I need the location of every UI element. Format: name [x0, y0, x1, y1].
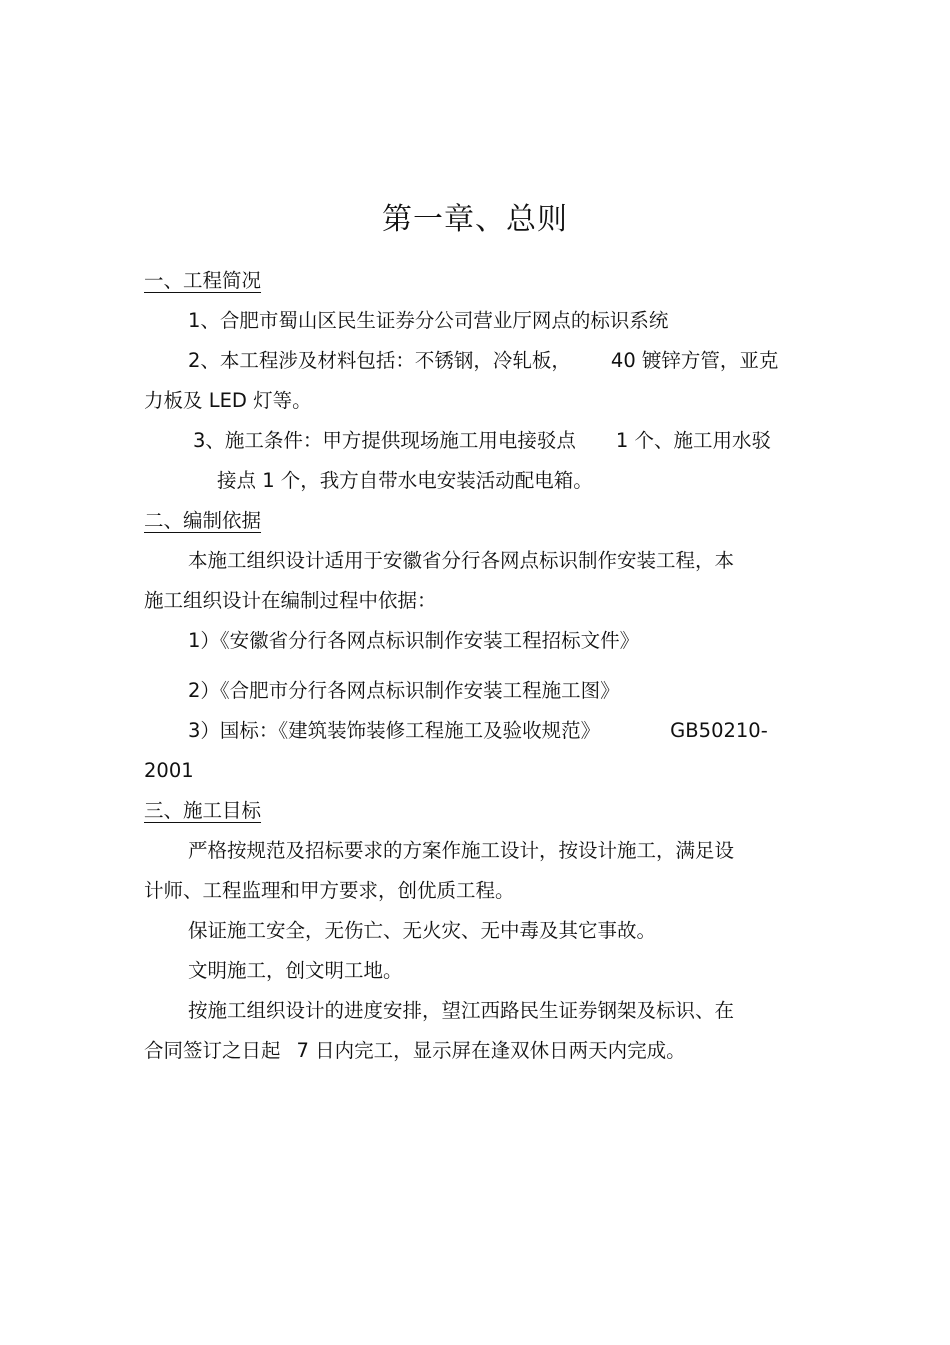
overview-item-3-continued: 接点 1 个，我方自带水电安装活动配电箱。 — [217, 469, 593, 492]
goals-paragraph-3: 文明施工，创文明工地。 — [188, 959, 403, 982]
goals-paragraph-4-line-1: 按施工组织设计的进度安排，望江西路民生证券钢架及标识、在 — [188, 999, 735, 1022]
overview-item-2 — [188, 348, 778, 374]
overview-item-1: 1、合肥市蜀山区民生证券分公司营业厅网点的标识系统 — [188, 309, 669, 332]
basis-reference-3-part-a: 3）国标：《建筑装饰装修工程施工及验收规范》 — [188, 719, 601, 742]
goals-paragraph-1-line-1: 严格按规范及招标要求的方案作施工设计，按设计施工，满足设 — [188, 839, 735, 862]
basis-intro-line-2: 施工组织设计在编制过程中依据： — [144, 589, 437, 612]
overview-item-3-part-b: 1 个、施工用水驳 — [615, 429, 772, 452]
goals-paragraph-2: 保证施工安全，无伤亡、无火灾、无中毒及其它事故。 — [188, 919, 657, 942]
goals-paragraph-1-line-2: 计师、工程监理和甲方要求，创优质工程。 — [144, 879, 515, 902]
basis-reference-2: 2）《合肥市分行各网点标识制作安装工程施工图》 — [188, 679, 620, 702]
overview-item-2-continued: 力板及 LED 灯等。 — [144, 389, 312, 412]
basis-reference-3-code: GB50210- — [670, 719, 768, 742]
goals-paragraph-4-line-2 — [144, 1038, 686, 1064]
goals-paragraph-4-line-2-part-a: 合同签订之日起 — [144, 1039, 281, 1062]
section-heading-overview: 一、工程简况 — [144, 269, 262, 292]
section-heading-goals: 三、施工目标 — [144, 799, 262, 822]
overview-item-2-part-b: 40 镀锌方管，亚克 — [610, 349, 779, 372]
overview-item-2-part-a: 2、本工程涉及材料包括：不锈钢，冷轧板， — [188, 349, 571, 372]
overview-item-3-part-a: 3、施工条件：甲方提供现场施工用电接驳点 — [193, 429, 576, 452]
basis-reference-1: 1）《安徽省分行各网点标识制作安装工程招标文件》 — [188, 629, 640, 652]
basis-reference-3-continued: 2001 — [144, 759, 194, 782]
page-title: 第一章、总则 — [382, 202, 568, 237]
goals-paragraph-4-line-2-part-b: 7 日内完工，显示屏在逢双休日两天内完成。 — [296, 1039, 686, 1062]
overview-item-3 — [193, 428, 771, 454]
basis-intro-line-1: 本施工组织设计适用于安徽省分行各网点标识制作安装工程，本 — [188, 549, 735, 572]
section-heading-basis: 二、编制依据 — [144, 509, 262, 532]
basis-reference-3 — [188, 718, 768, 744]
